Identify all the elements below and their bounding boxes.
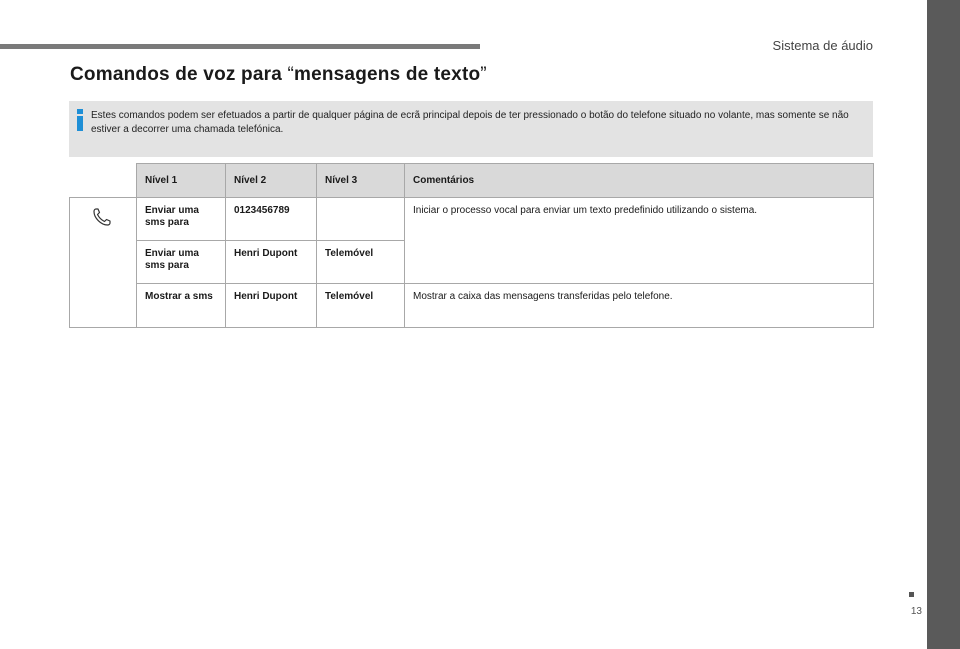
page-marker [909, 592, 914, 597]
row3-level2: Henri Dupont [226, 284, 317, 328]
row1-level2: 0123456789 [226, 198, 317, 241]
info-icon [77, 109, 83, 131]
row1-level3 [317, 198, 405, 241]
header-rule [0, 44, 480, 49]
row2-level2: Henri Dupont [226, 241, 317, 284]
row2-level3: Telemóvel [317, 241, 405, 284]
title-text: Comandos de voz para [70, 64, 288, 85]
row3-level3: Telemóvel [317, 284, 405, 328]
page-title [70, 64, 487, 86]
info-box [69, 101, 873, 157]
title-quoted: mensagens de texto [294, 64, 481, 85]
side-tab-band [927, 0, 960, 649]
phone-icon-cell [70, 198, 137, 328]
table-header-row [70, 164, 874, 198]
phone-icon [92, 207, 112, 227]
row2-level1: Enviar uma sms para [137, 241, 226, 284]
col-header-level3: Nível 3 [317, 164, 405, 198]
section-title: Sistema de áudio [772, 38, 873, 53]
title-quote-close: ” [480, 64, 487, 85]
info-text: Estes comandos podem ser efetuados a partir de qualquer página de ecrã principal depois de ter pressionado o botão do telefone situado no volante, mas somente se não estiver a decorrer uma chamada telefónica. [91, 110, 849, 135]
col-header-comments: Comentários [405, 164, 874, 198]
row3-level1: Mostrar a sms [137, 284, 226, 328]
title-quote-open: “ [287, 64, 294, 85]
page-number: 13 [910, 606, 922, 617]
voice-commands-table [69, 163, 874, 328]
table-row [70, 198, 874, 241]
col-header-level2: Nível 2 [226, 164, 317, 198]
table-row [70, 284, 874, 328]
col-header-level1: Nível 1 [137, 164, 226, 198]
row1-comment: Iniciar o processo vocal para enviar um texto predefinido utilizando o sistema. [405, 198, 874, 284]
row3-comment: Mostrar a caixa das mensagens transferidas pelo telefone. [405, 284, 874, 328]
row1-level1: Enviar uma sms para [137, 198, 226, 241]
table-header-blank [70, 164, 137, 198]
